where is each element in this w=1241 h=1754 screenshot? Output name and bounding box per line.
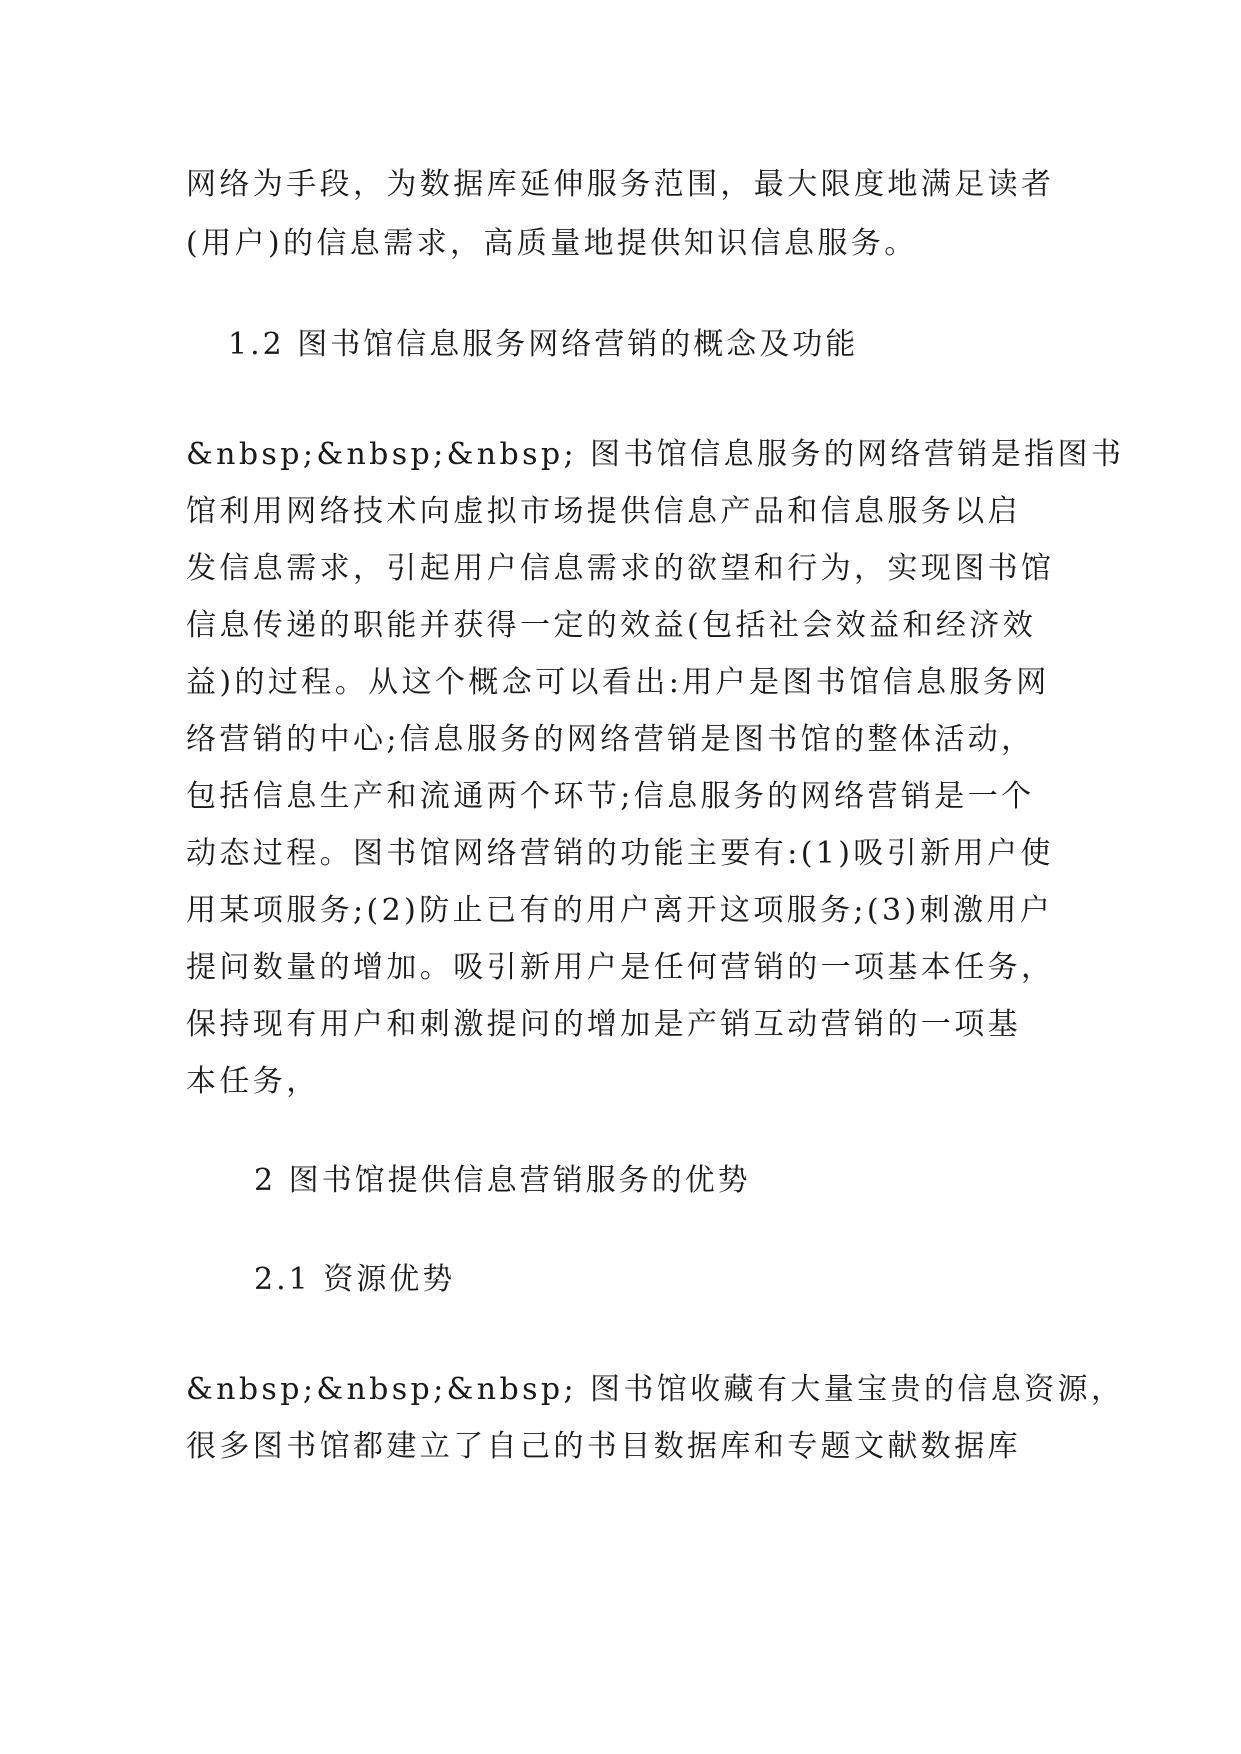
paragraph-line: 信息传递的职能并获得一定的效益(包括社会效益和经济效 [186, 608, 1037, 643]
paragraph-line: 发信息需求，引起用户信息需求的欲望和行为，实现图书馆 [186, 551, 1055, 586]
paragraph-line: 提问数量的增加。吸引新用户是任何营销的一项基本任务， [186, 950, 1055, 985]
section-heading-1-2: 1.2 图书馆信息服务网络营销的概念及功能 [228, 327, 859, 362]
section-heading-2: 2 图书馆提供信息营销服务的优势 [254, 1163, 751, 1198]
paragraph-line: 动态过程。图书馆网络营销的功能主要有:(1)吸引新用户使 [186, 836, 1054, 871]
paragraph-line: 益)的过程。从这个概念可以看出:用户是图书馆信息服务网 [186, 665, 1050, 700]
paragraph-line: &nbsp;&nbsp;&nbsp; 图书馆信息服务的网络营销是指图书 [186, 437, 1125, 472]
paragraph-line: &nbsp;&nbsp;&nbsp; 图书馆收藏有大量宝贵的信息资源， [186, 1372, 1125, 1407]
paragraph-line: 很多图书馆都建立了自己的书目数据库和专题文献数据库 [186, 1429, 1021, 1464]
paragraph-line: 馆利用网络技术向虚拟市场提供信息产品和信息服务以启 [186, 494, 1021, 529]
paragraph-line: 本任务， [186, 1064, 320, 1099]
paragraph-line: 网络为手段，为数据库延伸服务范围，最大限度地满足读者 [186, 167, 1055, 202]
paragraph-line: 包括信息生产和流通两个环节;信息服务的网络营销是一个 [186, 779, 1035, 814]
paragraph-line: 保持现有用户和刺激提问的增加是产销互动营销的一项基 [186, 1007, 1021, 1042]
paragraph-line: (用户)的信息需求，高质量地提供知识信息服务。 [186, 226, 918, 261]
section-heading-2-1: 2.1 资源优势 [254, 1262, 456, 1297]
paragraph-line: 络营销的中心;信息服务的网络营销是图书馆的整体活动， [186, 722, 1035, 757]
paragraph-line: 用某项服务;(2)防止已有的用户离开这项服务;(3)刺激用户 [186, 893, 1054, 928]
